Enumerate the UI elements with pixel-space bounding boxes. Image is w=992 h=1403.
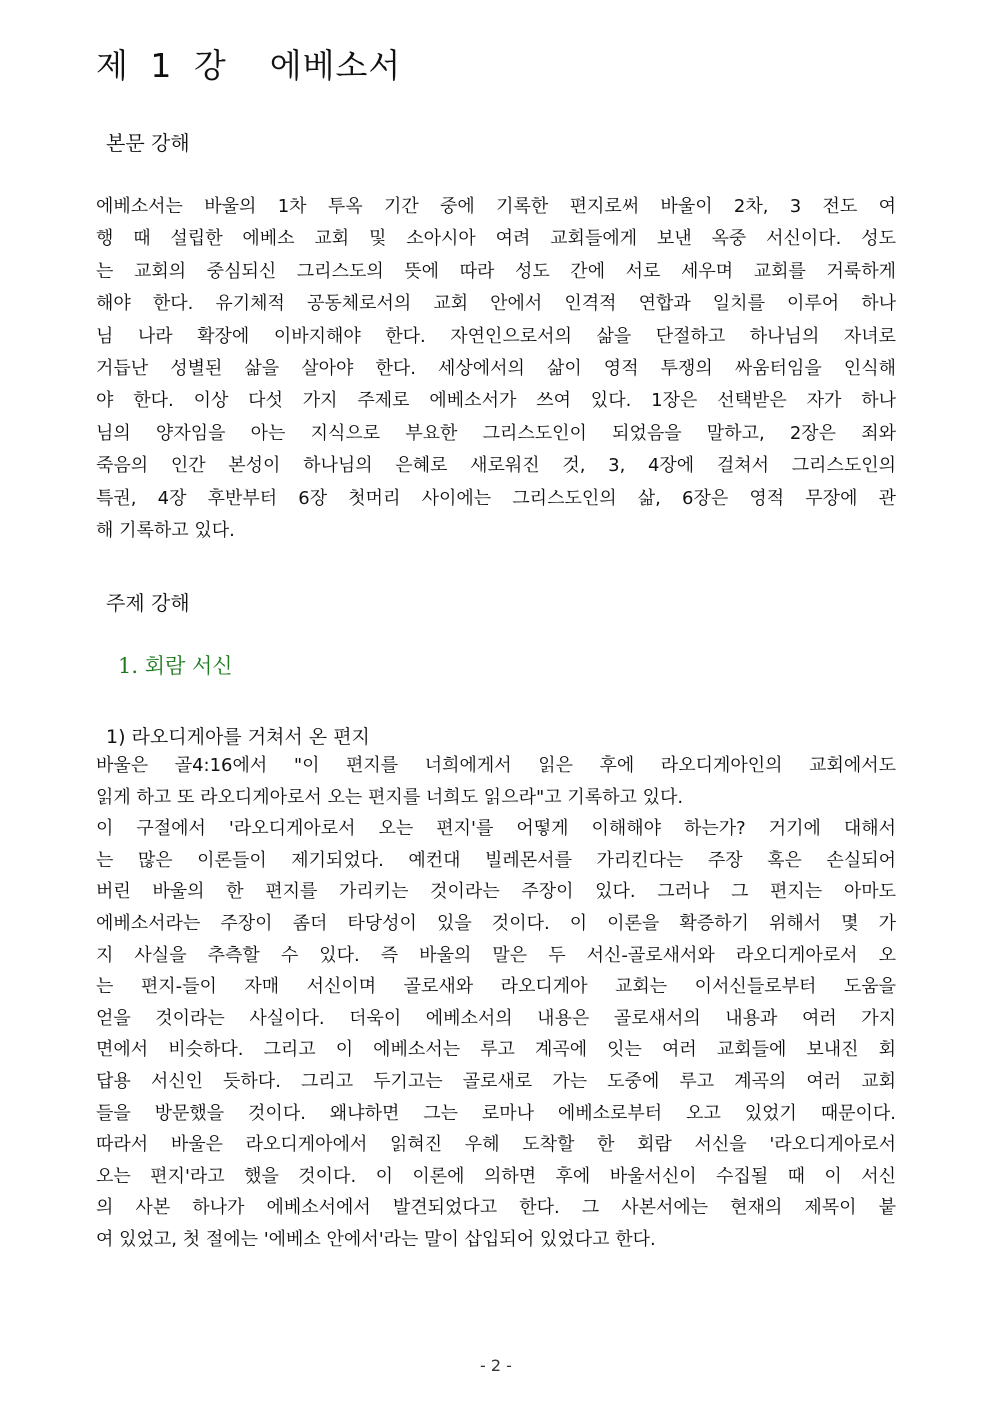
paragraph-line: 는 편지-들이 자매 서신이며 골로새와 라오디게아 교회는 이서신들로부터 도움을 (96, 976, 896, 998)
paragraph-line: 바울은 골4:16에서 "이 편지를 너희에게서 읽은 후에 라오디게아인의 교회에서도 (96, 755, 896, 776)
paragraph-line: 해야 한다. 유기체적 공동체로서의 교회 안에서 인격적 연합과 일치를 이루어 하나 (96, 293, 896, 315)
paragraph-line: 들을 방문했을 것이다. 왜냐하면 그는 로마나 에베소로부터 오고 있었기 때문이다. (96, 1102, 896, 1124)
paragraph-line: 에베소서는 바울의 1차 투옥 기간 중에 기록한 편지로써 바울이 2차, 3 전도 여 (96, 196, 896, 217)
paragraph-line: 여 있었고, 첫 절에는 '에베소 안에서'라는 말이 삽입되어 있었다고 한다. (96, 1228, 656, 1250)
item-title: 1) 라오디게아를 거쳐서 온 편지 (106, 726, 370, 748)
paragraph-line: 따라서 바울은 라오디게아에서 읽혀진 우헤 도착할 한 회람 서신을 '라오디게아로서 (96, 1134, 896, 1156)
paragraph-line: 에베소서라는 주장이 좀더 타당성이 있을 것이다. 이 이론을 확증하기 위해서 몇 가 (96, 912, 896, 934)
paragraph-line: 지 사실을 추측할 수 있다. 즉 바울의 말은 두 서신-골로새서와 라오디게아로서 오 (96, 944, 896, 966)
paragraph-line: 읽게 하고 또 라오디게아로서 오는 편지를 너희도 읽으라"고 기록하고 있다. (96, 786, 684, 808)
paragraph-line: 버린 바울의 한 편지를 가리키는 것이라는 주장이 있다. 그러나 그 편지는 아마도 (96, 881, 896, 903)
paragraph-line: 이 구절에서 '라오디게아로서 오는 편지'를 어떻게 이해해야 하는가? 거기에 대해서 (96, 818, 896, 840)
subsection-title: 1. 회람 서신 (118, 654, 233, 678)
paragraph-line: 특권, 4장 후반부터 6장 첫머리 사이에는 그리스도인의 삶, 6장은 영적 무장에 관 (96, 487, 896, 509)
paragraph-line: 거듭난 성별된 삶을 살아야 한다. 세상에서의 삶이 영적 투쟁의 싸움터임을 인식해 (96, 357, 896, 379)
paragraph-line: 죽음의 인간 본성이 하나님의 은혜로 새로워진 것, 3, 4장에 걸쳐서 그리스도인의 (96, 455, 896, 477)
paragraph-line: 의 사본 하나가 에베소서에서 발견되었다고 한다. 그 사본서에는 현재의 제목이 붙 (96, 1197, 896, 1219)
paragraph-line: 님의 양자임을 아는 지식으로 부요한 그리스도인이 되었음을 말하고, 2장은 죄와 (96, 422, 896, 444)
paragraph-line: 는 교회의 중심되신 그리스도의 뜻에 따라 성도 간에 서로 세우며 교회를 거룩하게 (96, 260, 896, 282)
paragraph-line: 님 나라 확장에 이바지해야 한다. 자연인으로서의 삶을 단절하고 하나님의 자녀로 (96, 325, 896, 347)
paragraph-line: 답용 서신인 듯하다. 그리고 두기고는 골로새로 가는 도중에 루고 계곡의 여러 교회 (96, 1070, 896, 1092)
page-number: - 2 - (480, 1356, 512, 1375)
paragraph-line: 해 기록하고 있다. (96, 519, 235, 541)
paragraph-text-exposition (96, 191, 896, 547)
paragraph-line: 행 때 설립한 에베소 교회 및 소아시아 여려 교회들에게 보낸 옥중 서신이다. 성도 (96, 228, 896, 250)
paragraph-theme-exposition (96, 750, 896, 1256)
paragraph-line: 는 많은 이론들이 제기되었다. 예컨대 빌레몬서를 가리킨다는 주장 혹은 손실되어 (96, 849, 896, 871)
section-heading-text-exposition: 본문 강해 (106, 131, 190, 155)
paragraph-line: 야 한다. 이상 다섯 가지 주제로 에베소서가 쓰여 있다. 1장은 선택받은 자가 하나 (96, 390, 896, 412)
section-heading-theme-exposition: 주제 강해 (106, 591, 190, 615)
paragraph-line: 면에서 비슷하다. 그리고 이 에베소서는 루고 계곡에 잇는 여러 교회들에 보내진 회 (96, 1039, 896, 1061)
paragraph-line: 얻을 것이라는 사실이다. 더욱이 에베소서의 내용은 골로새서의 내용과 여러 가지 (96, 1007, 896, 1029)
paragraph-line: 오는 편지'라고 했을 것이다. 이 이론에 의하면 후에 바울서신이 수집될 때 이 서신 (96, 1165, 896, 1187)
page-title: 제 1 강 에베소서 (96, 46, 402, 85)
